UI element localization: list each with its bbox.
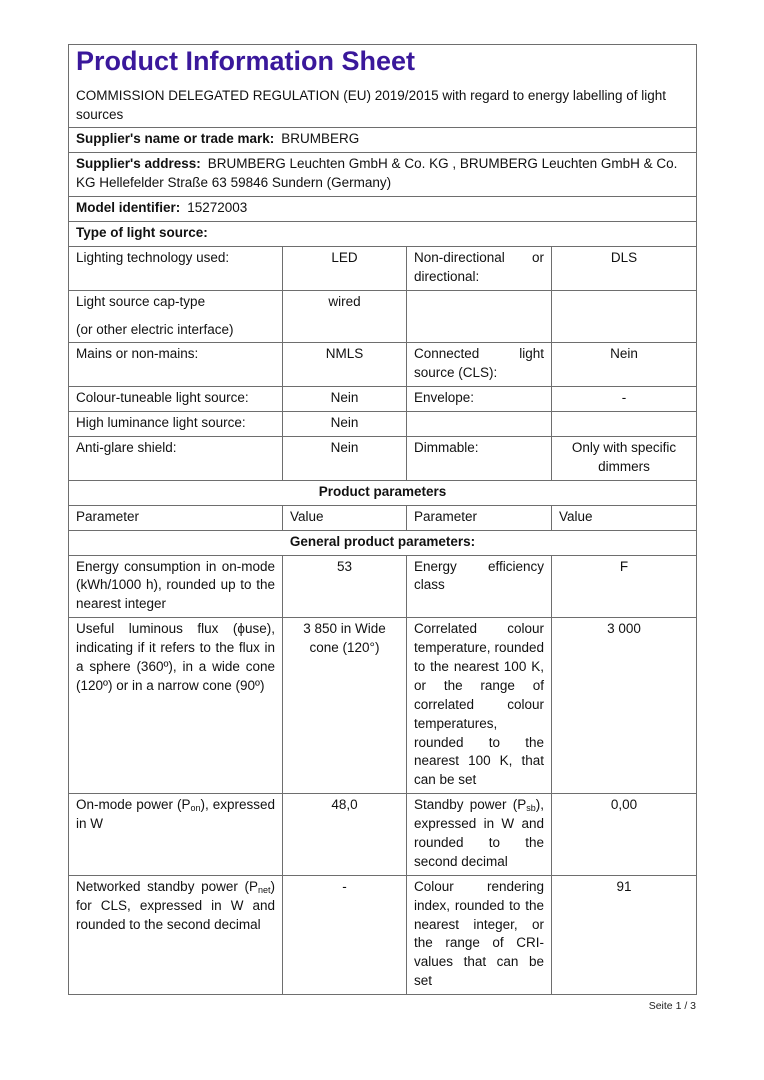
general-parameters-header: General product parameters:	[69, 530, 697, 555]
table-row-general-header	[69, 530, 697, 555]
parameter-text: Networked standby power (P	[76, 878, 258, 894]
parameter-cell: Colour rendering index, rounded to the nearest integer, or the range of CRI-values that can be set	[407, 875, 552, 994]
parameter-cell: Energy efficiency class	[407, 555, 552, 618]
value-cell: 48,0	[283, 794, 407, 876]
table-row-column-headers	[69, 505, 697, 530]
value-cell: 3 850 in Wide cone (120°)	[283, 618, 407, 794]
supplier-address-cell	[69, 153, 697, 197]
value-cell: 91	[552, 875, 697, 994]
parameter-cell: Connected light source (CLS):	[407, 343, 552, 387]
parameter-cell: High luminance light source:	[69, 412, 283, 437]
model-identifier-label: Model identifier:	[76, 200, 181, 216]
model-identifier-value: 15272003	[187, 200, 248, 216]
type-section-header: Type of light source:	[69, 222, 697, 247]
page-number: Seite 1 / 3	[648, 1000, 696, 1012]
value-cell	[552, 412, 697, 437]
parameter-cell	[407, 794, 552, 876]
parameter-subscript: net	[257, 884, 271, 895]
value-cell: LED	[283, 246, 407, 290]
regulation-subtitle: COMMISSION DELEGATED REGULATION (EU) 2019/2015 with regard to energy labelling of light sources	[76, 87, 666, 122]
table-row	[69, 412, 697, 437]
parameter-cell: Dimmable:	[407, 437, 552, 481]
column-header: Parameter	[407, 505, 552, 530]
table-row	[69, 555, 697, 618]
parameter-cell: Colour-tuneable light source:	[69, 387, 283, 412]
parameter-cell	[69, 290, 283, 343]
parameter-subscript: on	[190, 803, 201, 814]
column-header: Value	[552, 505, 697, 530]
value-cell: -	[283, 875, 407, 994]
supplier-name-cell	[69, 128, 697, 153]
parameter-cell: Lighting technology used:	[69, 246, 283, 290]
parameter-cell: Non-directional or directional:	[407, 246, 552, 290]
supplier-name-label: Supplier's name or trade mark:	[76, 131, 275, 147]
table-row-supplier-address	[69, 153, 697, 197]
table-row	[69, 618, 697, 794]
parameter-cell	[407, 290, 552, 343]
value-cell: Nein	[283, 437, 407, 481]
model-identifier-cell	[69, 197, 697, 222]
table-row-header	[69, 45, 697, 128]
value-cell	[552, 290, 697, 343]
parameter-text: Standby power (P	[414, 797, 527, 813]
parameter-cell	[69, 875, 283, 994]
cap-type-line2: (or other electric interface)	[76, 321, 234, 337]
supplier-name-value: BRUMBERG	[281, 131, 360, 147]
page-title: Product Information Sheet	[76, 46, 416, 76]
parameter-subscript: sb	[526, 803, 536, 814]
parameter-cell	[407, 412, 552, 437]
table-row	[69, 437, 697, 481]
parameter-cell: Envelope:	[407, 387, 552, 412]
parameter-cell: Anti-glare shield:	[69, 437, 283, 481]
parameter-cell	[69, 794, 283, 876]
value-cell: 53	[283, 555, 407, 618]
value-cell: -	[552, 387, 697, 412]
value-cell: F	[552, 555, 697, 618]
parameter-text: ), expressed in W	[76, 797, 275, 832]
product-parameters-header: Product parameters	[69, 480, 697, 505]
table-row	[69, 343, 697, 387]
column-header: Parameter	[69, 505, 283, 530]
table-row	[69, 794, 697, 876]
parameter-cell: Correlated colour temperature, rounded to the nearest 100 K, or the range of correlated colour temperatures, rounded to the nearest 100 K, that can be set	[407, 618, 552, 794]
product-information-table	[68, 44, 697, 995]
parameter-cell: Energy consumption in on-mode (kWh/1000 h), rounded up to the nearest integer	[69, 555, 283, 618]
header-cell	[69, 45, 697, 128]
table-row	[69, 387, 697, 412]
parameter-cell: Mains or non-mains:	[69, 343, 283, 387]
value-cell: Nein	[283, 387, 407, 412]
column-header: Value	[283, 505, 407, 530]
parameter-text: On-mode power (P	[76, 797, 191, 813]
supplier-address-value: BRUMBERG Leuchten GmbH & Co. KG , BRUMBERG Leuchten GmbH & Co. KG Hellefelder Straße 63 59846 Sundern (Germany)	[76, 156, 678, 191]
parameter-text: ) for CLS, expressed in W and rounded to the second decimal	[76, 878, 275, 932]
value-cell: Only with specific dimmers	[552, 437, 697, 481]
table-row-model-identifier	[69, 197, 697, 222]
table-row-product-parameters-header	[69, 480, 697, 505]
parameter-cell: Useful luminous flux (ϕuse), indicating if it refers to the flux in a sphere (360º), in a wide cone (120º) or in a narrow cone (90º)	[69, 618, 283, 794]
table-row	[69, 875, 697, 994]
value-cell: 3 000	[552, 618, 697, 794]
parameter-text: ), expressed in W and rounded to the second decimal	[414, 797, 544, 869]
value-cell: Nein	[552, 343, 697, 387]
value-cell: 0,00	[552, 794, 697, 876]
value-cell: Nein	[283, 412, 407, 437]
table-row	[69, 246, 697, 290]
value-cell: wired	[283, 290, 407, 343]
supplier-address-label: Supplier's address:	[76, 156, 201, 172]
table-row	[69, 290, 697, 343]
value-cell: NMLS	[283, 343, 407, 387]
cap-type-line1: Light source cap-type	[76, 293, 206, 309]
value-cell: DLS	[552, 246, 697, 290]
table-row-type-header	[69, 222, 697, 247]
table-row-supplier-name	[69, 128, 697, 153]
